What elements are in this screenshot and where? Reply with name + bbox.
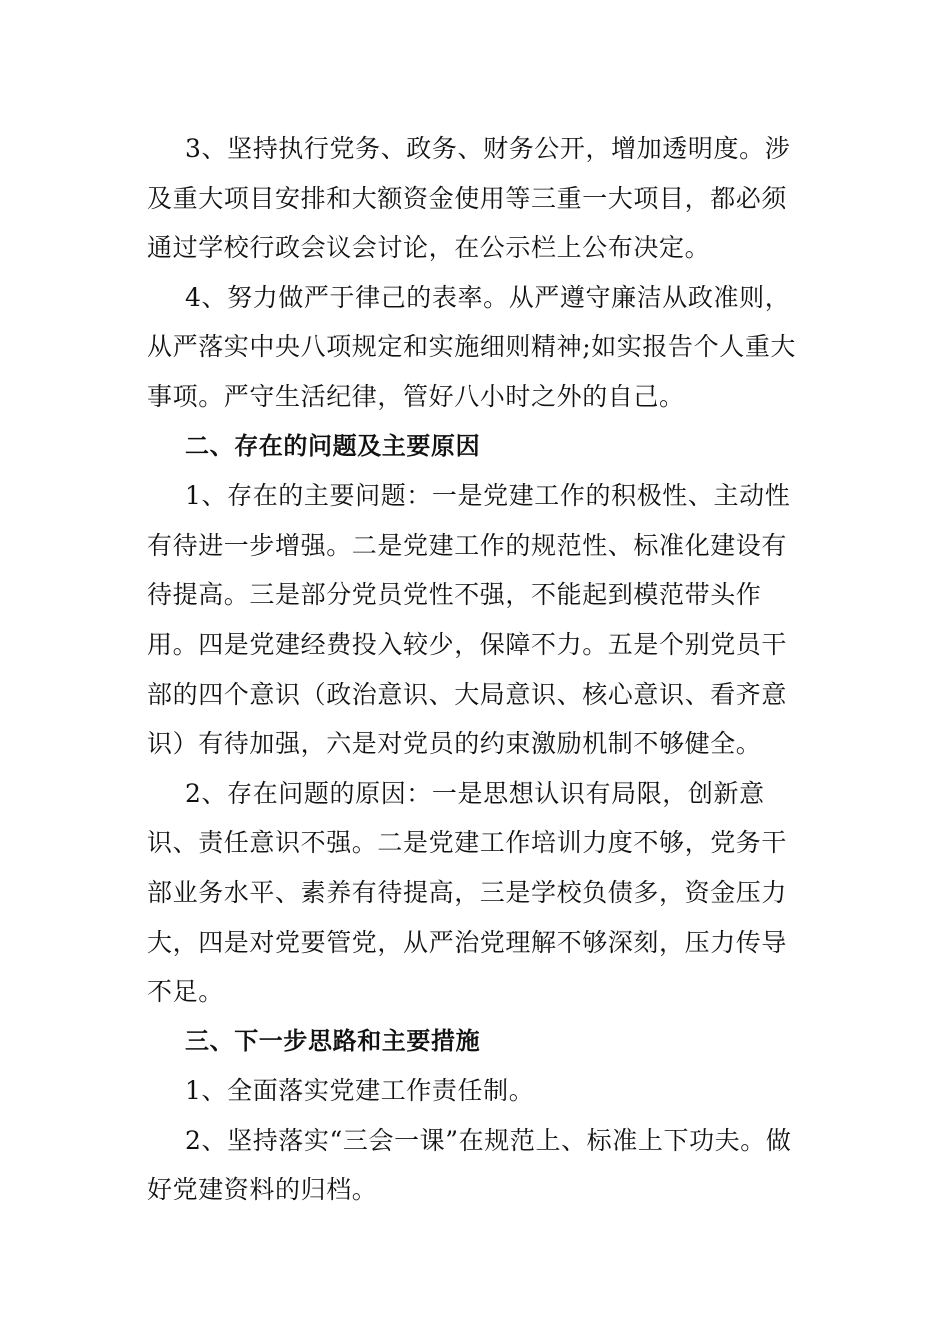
paragraph-problem-causes: 2、存在问题的原因：一是思想认识有局限，创新意识、责任意识不强。二是党建工作培训力度不够，党务干部业务水平、素养有待提高，三是学校负债多，资金压力大，四是对党要管党，从严治党理解不够深刻，压力传导不足。 (147, 778, 788, 1007)
paragraph-item-3: 3、坚持执行党务、政务、财务公开，增加透明度。涉及重大项目安排和大额资金使用等三重一大项目，都必须通过学校行政会议会讨论，在公示栏上公布决定。 (147, 134, 791, 263)
paragraph-measure-2: 2、坚持落实“三会一课”在规范上、标准上下功夫。做好党建资料的归档。 (147, 1125, 792, 1205)
section-heading-next-steps: 三、下一步思路和主要措施 (185, 1026, 481, 1055)
section-heading-problems: 二、存在的问题及主要原因 (185, 431, 481, 460)
paragraph-main-problems: 1、存在的主要问题：一是党建工作的积极性、主动性有待进一步增强。二是党建工作的规范性、标准化建设有待提高。三是部分党员党性不强，不能起到模范带头作用。四是党建经费投入较少，保障不力。五是个别党员干部的四个意识（政治意识、大局意识、核心意识、看齐意识）有待加强，六是对党员的约束激励机制不够健全。 (147, 481, 791, 759)
paragraph-measure-1: 1、全面落实党建工作责任制。 (185, 1076, 535, 1106)
paragraph-item-4: 4、努力做严于律己的表率。从严遵守廉洁从政准则，从严落实中央八项规定和实施细则精神;如实报告个人重大事项。严守生活纪律，管好八小时之外的自己。 (147, 282, 797, 411)
document-body (147, 124, 807, 1215)
